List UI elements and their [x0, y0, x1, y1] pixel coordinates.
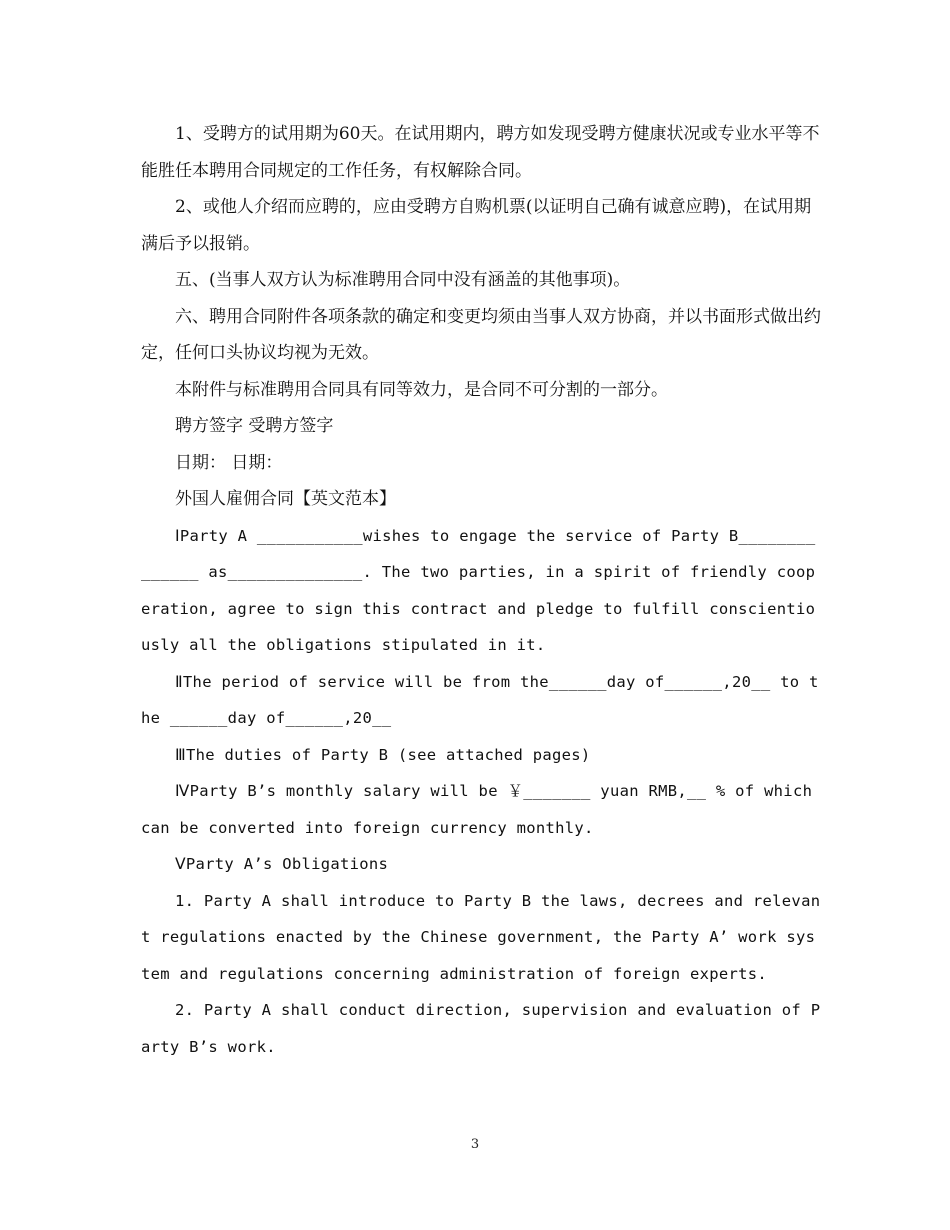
- clause-two: ⅡThe period of service will be from the______day of______,20__ to the ______day of______,20__: [141, 672, 819, 727]
- section-six: 六、聘用合同附件各项条款的确定和变更均须由当事人双方协商，并以书面形式做出约定，任何口头协议均视为无效。: [141, 306, 821, 363]
- obligation-two: 2. Party A shall conduct direction, supervision and evaluation of Party B’s work.: [141, 1001, 821, 1056]
- clause-three: ⅢThe duties of Party B (see attached pages): [175, 745, 591, 764]
- clause-one: ⅠParty A ___________wishes to engage the service of Party B______________ as______________. The two parties, in a spirit of friendly cooperation, agree to sign this contract and pledge to fulfill conscientiously all the obligations stipulated in it.: [141, 526, 816, 654]
- validity-statement: 本附件与标准聘用合同具有同等效力，是合同不可分割的一部分。: [175, 379, 668, 400]
- section-five: 五、(当事人双方认为标准聘用合同中没有涵盖的其他事项)。: [175, 270, 631, 290]
- obligation-one: 1. Party A shall introduce to Party B the laws, decrees and relevant regulations enacted by the Chinese government, the Party A’ work system and regulations concerning administration of foreign experts.: [141, 891, 821, 983]
- page-number: 3: [470, 1137, 480, 1152]
- clause-five-heading: ⅤParty A’s Obligations: [175, 855, 389, 873]
- signature-line: 聘方签字 受聘方签字: [175, 416, 334, 436]
- date-line: 日期： 日期：: [175, 452, 283, 473]
- english-template-heading: 外国人雇佣合同【英文范本】: [175, 489, 396, 509]
- document-body: [141, 116, 821, 1065]
- airfare-clause: 2、或他人介绍而应聘的，应由受聘方自购机票(以证明自己确有诚意应聘)，在试用期满后予以报销。: [141, 197, 812, 254]
- clause-four: ⅣParty B’s monthly salary will be ￥_______ yuan RMB,__ % of which can be converted into foreign currency monthly.: [141, 782, 822, 837]
- probation-clause: 1、受聘方的试用期为60天。在试用期内，聘方如发现受聘方健康状况或专业水平等不能胜任本聘用合同规定的工作任务，有权解除合同。: [141, 124, 820, 181]
